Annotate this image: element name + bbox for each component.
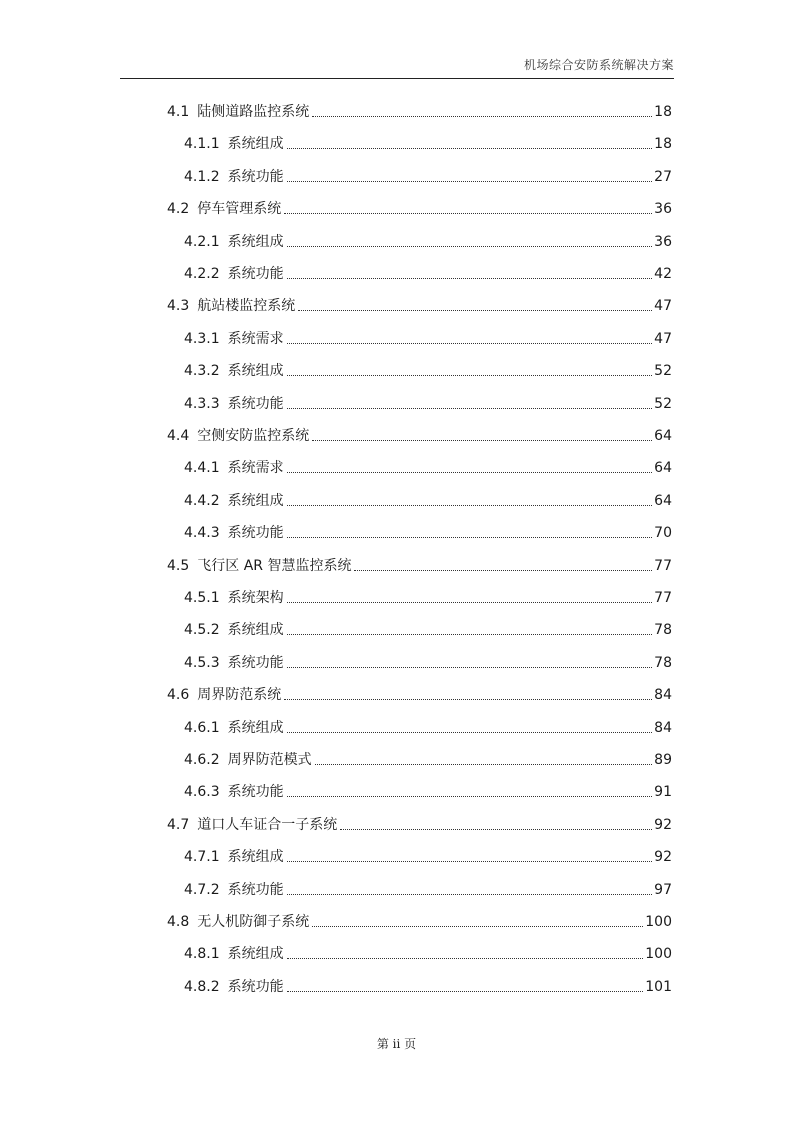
- toc-entry[interactable]: [167, 198, 672, 218]
- toc-entry-number: 4.2: [167, 201, 190, 218]
- toc-entry-title: 飞行区 AR 智慧监控系统: [197, 557, 352, 574]
- toc-entry[interactable]: [184, 587, 672, 607]
- toc-entry-title: 道口人车证合一子系统: [197, 816, 338, 833]
- toc-entry-number: 4.1.2: [184, 168, 220, 185]
- toc-dot-leader: [287, 893, 653, 895]
- toc-entry-page: 36: [654, 201, 672, 218]
- toc-dot-leader: [287, 407, 653, 409]
- toc-entry[interactable]: [184, 328, 672, 348]
- toc-entry[interactable]: [184, 166, 672, 186]
- toc-entry-number: 4.4: [167, 428, 190, 444]
- toc-entry-page: 64: [654, 492, 672, 509]
- toc-entry[interactable]: [184, 133, 672, 153]
- toc-entry-page: 100: [645, 914, 672, 930]
- toc-entry-title: 系统功能: [227, 525, 284, 542]
- toc-entry-page: 36: [654, 233, 672, 250]
- toc-entry-number: 4.6: [167, 687, 190, 704]
- toc-dot-leader: [287, 471, 653, 473]
- toc-entry-number: 4.8.1: [184, 946, 220, 963]
- toc-entry[interactable]: [184, 976, 672, 996]
- toc-entry-number: 4.3.1: [184, 330, 220, 347]
- toc-entry[interactable]: [184, 619, 672, 639]
- toc-entry-title: 陆侧道路监控系统: [197, 104, 310, 120]
- toc-entry[interactable]: [184, 652, 672, 672]
- toc-entry-title: 系统组成: [227, 233, 284, 250]
- toc-entry[interactable]: [167, 814, 672, 834]
- toc-entry-title: 系统需求: [227, 330, 284, 347]
- toc-entry-page: 91: [654, 784, 672, 801]
- toc-entry-title: 系统组成: [227, 622, 284, 639]
- page-number: 第 ii 页: [376, 1037, 417, 1051]
- toc-entry-number: 4.5: [167, 557, 190, 574]
- toc-entry-title: 系统需求: [227, 460, 284, 477]
- toc-entry-page: 52: [654, 363, 672, 380]
- toc-entry-number: 4.7.1: [184, 849, 220, 866]
- toc-entry-title: 空侧安防监控系统: [197, 428, 310, 444]
- toc-entry[interactable]: [167, 555, 672, 575]
- toc-dot-leader: [287, 795, 653, 797]
- toc-dot-leader: [287, 601, 653, 603]
- toc-entry-page: 97: [654, 881, 672, 898]
- toc-entry-page: 47: [654, 298, 672, 315]
- toc-entry-number: 4.3.2: [184, 363, 220, 380]
- toc-entry-title: 系统功能: [227, 881, 284, 898]
- toc-entry-title: 停车管理系统: [197, 201, 282, 218]
- toc-entry-title: 系统功能: [227, 784, 284, 801]
- toc-entry-number: 4.8: [167, 914, 190, 930]
- toc-entry-title: 系统组成: [227, 363, 284, 380]
- toc-entry-page: 42: [654, 266, 672, 282]
- toc-entry-number: 4.6.2: [184, 752, 220, 768]
- toc-entry[interactable]: [184, 231, 672, 251]
- toc-dot-leader: [287, 147, 653, 149]
- toc-entry-title: 系统功能: [227, 978, 284, 995]
- toc-entry[interactable]: [167, 101, 672, 121]
- toc-dot-leader: [287, 536, 653, 538]
- toc-entry-page: 84: [654, 719, 672, 736]
- toc-entry-page: 47: [654, 330, 672, 347]
- toc-dot-leader: [284, 212, 652, 214]
- toc-entry-title: 系统功能: [227, 395, 284, 412]
- toc-entry-number: 4.5.3: [184, 654, 220, 671]
- toc-entry-number: 4.6.3: [184, 784, 220, 801]
- toc-entry-title: 周界防范系统: [197, 687, 282, 704]
- toc-entry-page: 92: [654, 816, 672, 833]
- toc-entry[interactable]: [184, 717, 672, 737]
- toc-dot-leader: [312, 439, 652, 441]
- toc-entry[interactable]: [184, 846, 672, 866]
- toc-entry-number: 4.5.2: [184, 622, 220, 639]
- toc-dot-leader: [287, 860, 653, 862]
- toc-dot-leader: [287, 342, 653, 344]
- toc-dot-leader: [312, 115, 652, 117]
- toc-dot-leader: [287, 957, 644, 959]
- toc-entry[interactable]: [184, 360, 672, 380]
- toc-entry-page: 70: [654, 525, 672, 542]
- toc-dot-leader: [287, 666, 653, 668]
- toc-entry-number: 4.1: [167, 104, 190, 120]
- toc-dot-leader: [354, 569, 652, 571]
- toc-entry-title: 系统组成: [227, 719, 284, 736]
- toc-entry-number: 4.4.2: [184, 492, 220, 509]
- toc-entry-number: 4.6.1: [184, 719, 220, 736]
- document-title: 机场综合安防系统解决方案: [523, 58, 674, 72]
- toc-entry-title: 周界防范模式: [227, 752, 312, 768]
- page-header: [120, 54, 674, 79]
- toc-entry[interactable]: [184, 749, 672, 769]
- toc-entry-title: 系统架构: [227, 590, 284, 606]
- toc-entry-number: 4.5.1: [184, 590, 220, 606]
- toc-entry[interactable]: [167, 684, 672, 704]
- toc-entry-page: 101: [645, 978, 672, 995]
- toc-entry-number: 4.7.2: [184, 881, 220, 898]
- toc-dot-leader: [287, 504, 653, 506]
- toc-entry-number: 4.3: [167, 298, 190, 315]
- toc-dot-leader: [287, 633, 653, 635]
- toc-entry-page: 100: [645, 946, 672, 963]
- toc-dot-leader: [284, 698, 652, 700]
- toc-entry[interactable]: [184, 490, 672, 510]
- toc-entry-number: 4.1.1: [184, 136, 220, 153]
- toc-entry-page: 27: [654, 168, 672, 185]
- toc-entry-title: 系统功能: [227, 168, 284, 185]
- toc-entry-page: 77: [654, 557, 672, 574]
- toc-entry[interactable]: [184, 879, 672, 899]
- toc-dot-leader: [287, 374, 653, 376]
- toc-entry-number: 4.3.3: [184, 395, 220, 412]
- toc-dot-leader: [287, 990, 644, 992]
- toc-entry-page: 84: [654, 687, 672, 704]
- toc-entry-title: 系统功能: [227, 654, 284, 671]
- toc-entry-page: 52: [654, 395, 672, 412]
- toc-entry[interactable]: [184, 263, 672, 283]
- toc-dot-leader: [298, 309, 652, 311]
- toc-entry[interactable]: [184, 393, 672, 413]
- toc-entry-page: 78: [654, 654, 672, 671]
- toc-entry-number: 4.2.1: [184, 233, 220, 250]
- toc-dot-leader: [287, 731, 653, 733]
- toc-entry-title: 系统组成: [227, 849, 284, 866]
- toc-entry-number: 4.7: [167, 816, 190, 833]
- toc-entry-page: 18: [654, 104, 672, 120]
- toc-entry[interactable]: [184, 457, 672, 477]
- toc-entry-page: 64: [654, 428, 672, 444]
- toc-entry-number: 4.8.2: [184, 978, 220, 995]
- toc-entry-page: 92: [654, 849, 672, 866]
- toc-dot-leader: [340, 828, 652, 830]
- toc-entry-title: 系统组成: [227, 492, 284, 509]
- toc-dot-leader: [287, 277, 653, 279]
- toc-entry-title: 系统功能: [227, 266, 284, 282]
- toc-entry-page: 64: [654, 460, 672, 477]
- toc-dot-leader: [287, 245, 653, 247]
- toc-entry-number: 4.2.2: [184, 266, 220, 282]
- toc-entry[interactable]: [167, 295, 672, 315]
- toc-entry[interactable]: [184, 522, 672, 542]
- toc-entry[interactable]: [167, 911, 672, 931]
- toc-entry-page: 77: [654, 590, 672, 606]
- toc-entry-number: 4.4.1: [184, 460, 220, 477]
- toc-entry-page: 78: [654, 622, 672, 639]
- toc-entry-title: 系统组成: [227, 946, 284, 963]
- toc-entry-title: 系统组成: [227, 136, 284, 153]
- toc-dot-leader: [315, 763, 653, 765]
- toc-entry[interactable]: [184, 943, 672, 963]
- toc-entry-title: 无人机防御子系统: [197, 914, 310, 930]
- toc-entry[interactable]: [167, 425, 672, 445]
- toc-entry-title: 航站楼监控系统: [197, 298, 296, 315]
- toc-entry[interactable]: [184, 781, 672, 801]
- toc-entry-page: 18: [654, 136, 672, 153]
- toc-dot-leader: [312, 925, 643, 927]
- toc-entry-number: 4.4.3: [184, 525, 220, 542]
- toc-dot-leader: [287, 180, 653, 182]
- toc-entry-page: 89: [654, 752, 672, 768]
